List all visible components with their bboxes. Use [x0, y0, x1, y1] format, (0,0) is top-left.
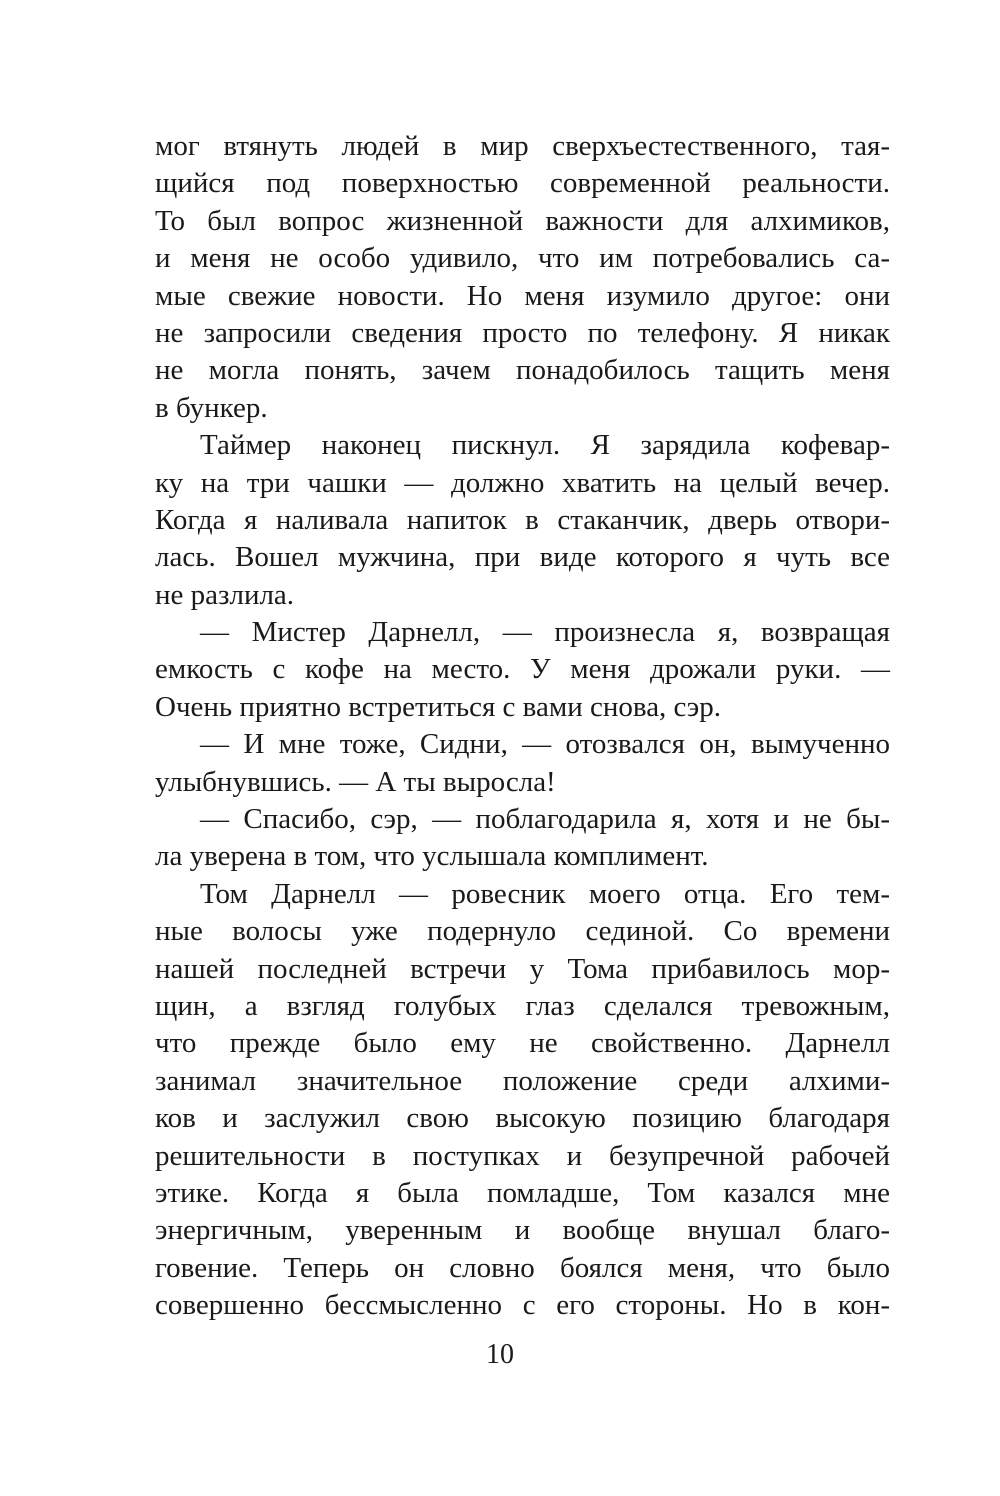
text-line: ные волосы уже подернуло сединой. Со времени: [155, 915, 890, 948]
text-line: мог втянуть людей в мир сверхъестественного, тая-: [155, 130, 890, 162]
text-line: не могла понять, зачем понадобилось тащить меня: [155, 354, 890, 387]
text-line: мые свежие новости. Но меня изумило другое: они: [155, 279, 890, 312]
text-line: То был вопрос жизненной важности для алхимиков,: [155, 204, 890, 237]
page-number: 10: [486, 1339, 514, 1370]
body-text: [155, 128, 890, 1325]
text-line: Очень приятно встретиться с вами снова, сэр.: [155, 690, 721, 723]
text-line: щийся под поверхностью современной реальности.: [155, 167, 890, 200]
text-line: — Мистер Дарнелл, — произнесла я, возвращая: [200, 616, 890, 649]
text-line: занимал значительное положение среди алхими-: [155, 1064, 890, 1097]
text-line: энергичным, уверенным и вообще внушал благо-: [155, 1214, 890, 1247]
text-line: не запросили сведения просто по телефону. Я никак: [155, 316, 890, 349]
text-line: емкость с кофе на место. У меня дрожали руки. —: [155, 653, 890, 686]
text-line: улыбнувшись. — А ты выросла!: [155, 765, 556, 798]
text-line: совершенно бессмысленно с его стороны. Но в кон-: [155, 1289, 890, 1322]
text-line: ков и заслужил свою высокую позицию благодаря: [155, 1102, 890, 1135]
text-line: не разлила.: [155, 578, 295, 611]
text-line: говение. Теперь он словно боялся меня, что было: [155, 1251, 890, 1284]
text-line: ла уверена в том, что услышала комплимент.: [155, 840, 709, 873]
text-line: — Спасибо, сэр, — поблагодарила я, хотя и не бы-: [200, 803, 890, 836]
text-line: — И мне тоже, Сидни, — отозвался он, вымученно: [200, 728, 890, 761]
text-line: Том Дарнелл — ровесник моего отца. Его тем-: [200, 877, 890, 910]
text-line: этике. Когда я была помладше, Том казался мне: [155, 1176, 890, 1209]
text-line: и меня не особо удивило, что им потребовались са-: [155, 242, 890, 275]
text-line: лась. Вошел мужчина, при виде которого я чуть все: [155, 541, 890, 574]
text-line: щин, а взгляд голубых глаз сделался тревожным,: [155, 989, 890, 1022]
text-line: ку на три чашки — должно хватить на целый вечер.: [155, 466, 890, 499]
text-line: в бункер.: [155, 391, 268, 424]
text-line: нашей последней встречи у Тома прибавилось мор-: [155, 952, 890, 985]
text-line: Когда я наливала напиток в стаканчик, дверь отвори-: [155, 503, 890, 536]
text-line: решительности в поступках и безупречной рабочей: [155, 1139, 890, 1172]
text-line: что прежде было ему не свойственно. Дарнелл: [155, 1027, 890, 1060]
text-line: Таймер наконец пискнул. Я зарядила кофевар-: [200, 429, 890, 462]
